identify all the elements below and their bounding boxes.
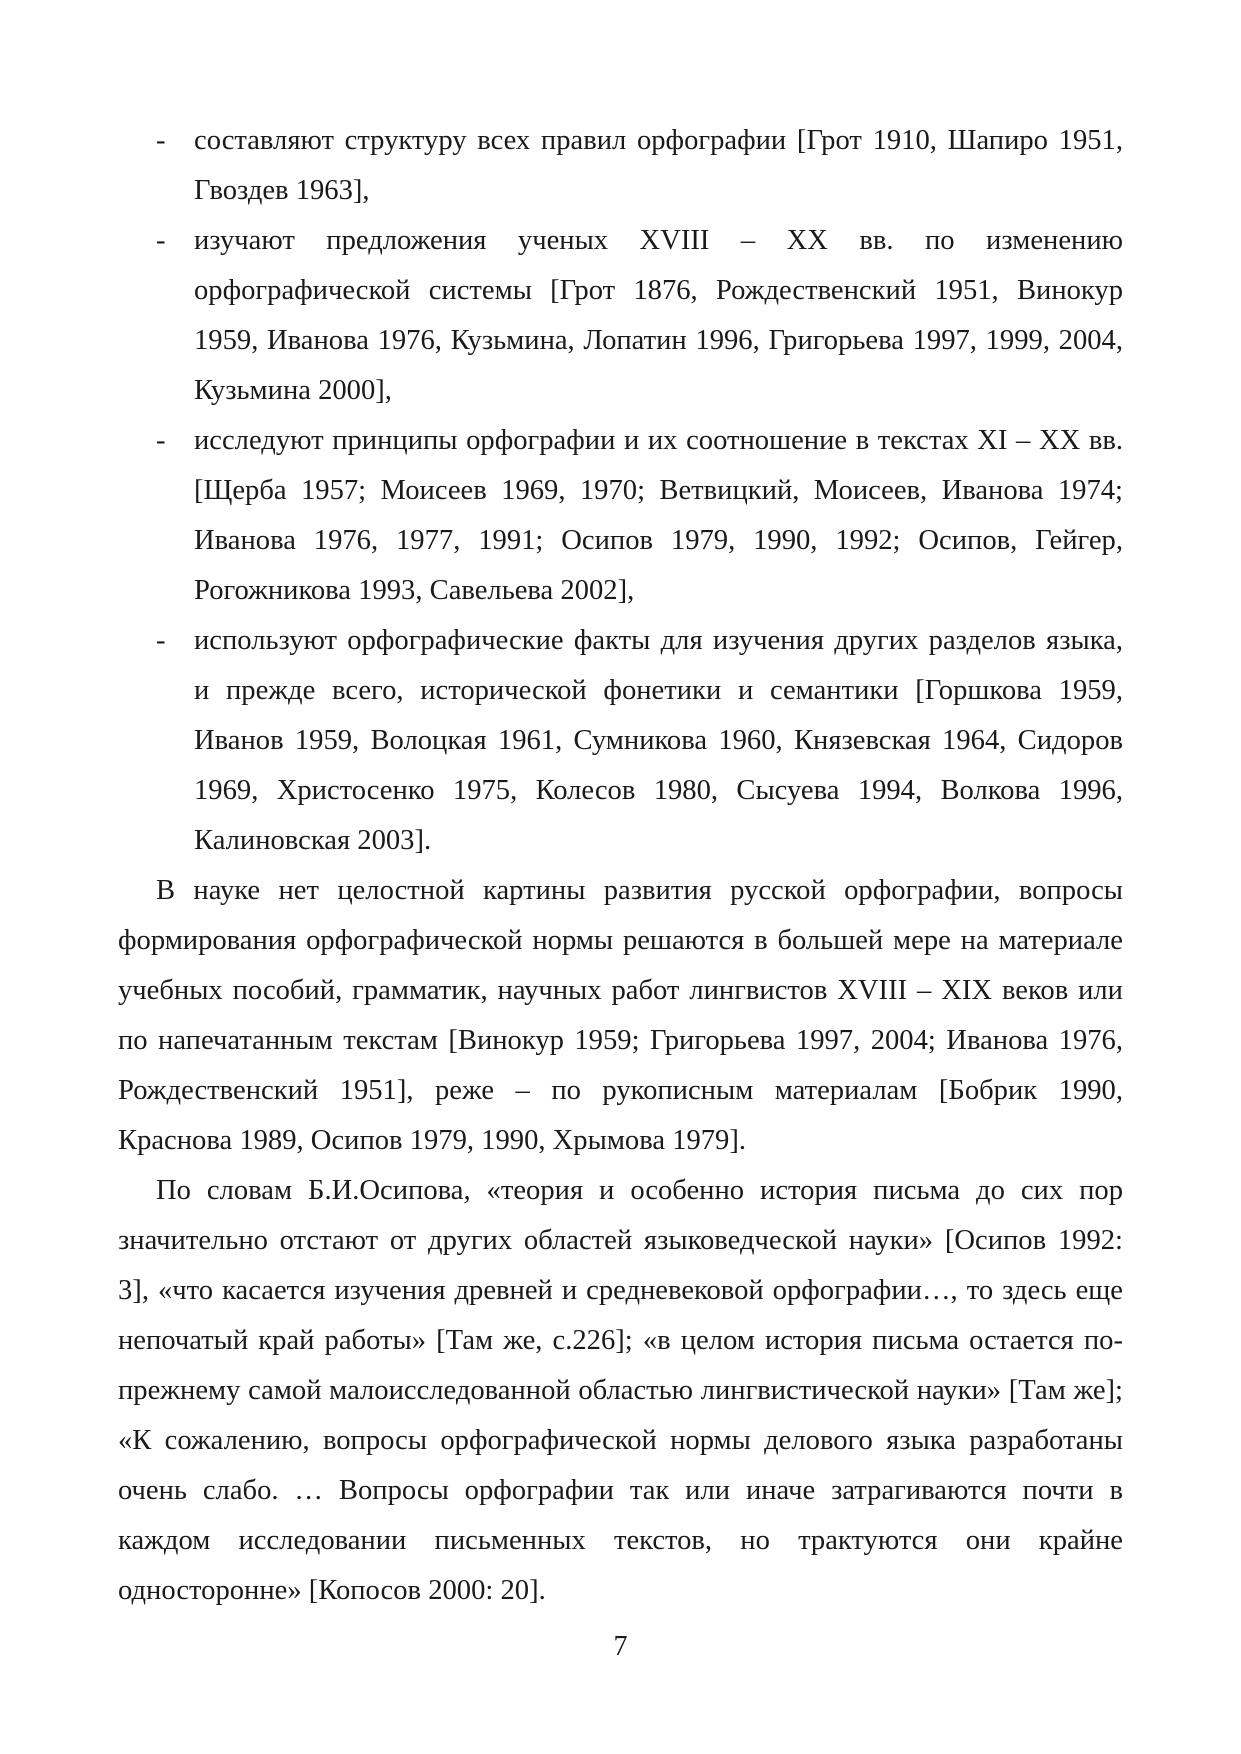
list-item: [118, 216, 1123, 416]
list-item: [118, 416, 1123, 616]
dash-marker: -: [156, 625, 166, 656]
list-item-text: исследуют принципы орфографии и их соотношение в текстах XI – XX вв. [Щерба 1957; Моисеев 1969, 1970; Ветвицкий, Моисеев, Иванова 1974; Иванова 1976, 1977, 1991; Осипов 1979, 1990, 1992; Осипов, Гейгер, Рогожникова 1993, Савельева 2002],: [194, 425, 1123, 606]
page-number: 7: [613, 1631, 628, 1662]
list-item: [118, 616, 1123, 866]
list-item: [118, 116, 1123, 216]
dash-marker: -: [156, 125, 166, 156]
bullet-list: [118, 116, 1123, 866]
page-content: [118, 116, 1123, 1616]
dash-marker: -: [156, 425, 166, 456]
paragraph: В науке нет целостной картины развития русской орфографии, вопросы формирования орфографической нормы решаются в большей мере на материале учебных пособий, грамматик, научных работ лингвистов XVIII – XIX веков или по напечатанным текстам [Винокур 1959; Григорьева 1997, 2004; Иванова 1976, Рождественский 1951], реже – по рукописным материалам [Бобрик 1990, Краснова 1989, Осипов 1979, 1990, Хрымова 1979].: [118, 875, 1123, 1156]
list-item-text: составляют структуру всех правил орфографии [Грот 1910, Шапиро 1951, Гвоздев 1963],: [194, 125, 1123, 206]
dash-marker: -: [156, 225, 166, 256]
list-item-text: изучают предложения ученых XVIII – XX вв. по изменению орфографической системы [Грот 1876, Рождественский 1951, Винокур 1959, Иванова 1976, Кузьмина, Лопатин 1996, Григорьева 1997, 1999, 2004, Кузьмина 2000],: [194, 225, 1123, 406]
paragraph: По словам Б.И.Осипова, «теория и особенно история письма до сих пор значительно отстают от других областей языковедческой науки» [Осипов 1992: 3], «что касается изучения древней и средневековой орфографии…, то здесь еще непочатый край работы» [Там же, с.226]; «в целом история письма остается по-прежнему самой малоисследованной областью лингвистической науки» [Там же]; «К сожалению, вопросы орфографической нормы делового языка разработаны очень слабо. … Вопросы орфографии так или иначе затрагиваются почти в каждом исследовании письменных текстов, но трактуются они крайне односторонне» [Копосов 2000: 20].: [118, 1175, 1123, 1606]
list-item-text: используют орфографические факты для изучения других разделов языка, и прежде всего, исторической фонетики и семантики [Горшкова 1959, Иванов 1959, Волоцкая 1961, Сумникова 1960, Князевская 1964, Сидоров 1969, Христосенко 1975, Колесов 1980, Сысуева 1994, Волкова 1996, Калиновская 2003].: [194, 625, 1123, 856]
